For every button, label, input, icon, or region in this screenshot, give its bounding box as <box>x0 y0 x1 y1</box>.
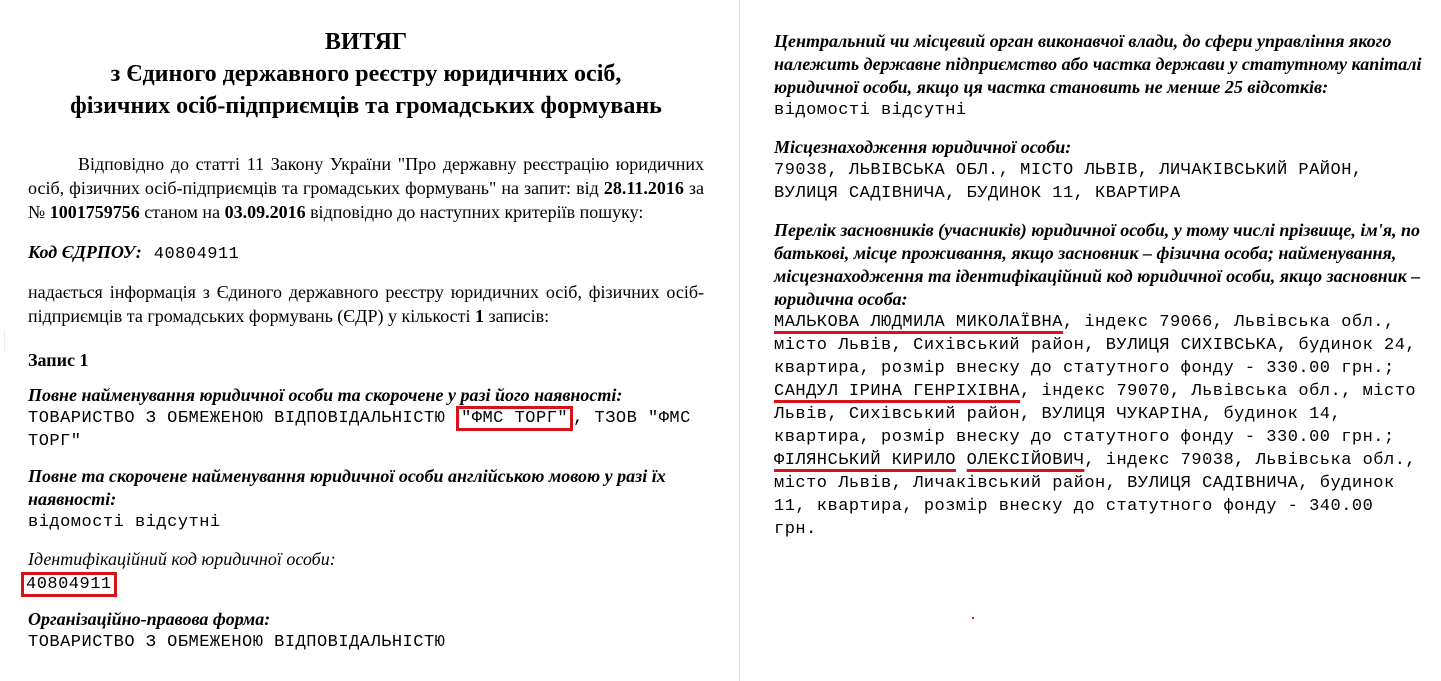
column-divider <box>739 0 740 681</box>
intro-text: Відповідно до статті 11 Закону України "Про державну реєстрацію юридичних осіб, фізичних осіб-підприємців та громадських формувань" на запит: від <box>28 154 704 198</box>
legal-form-label: Організаційно-правова форма: <box>28 609 271 629</box>
english-name-label: Повне та скорочене найменування юридичної особи англійською мовою у разі їх наявності: <box>28 466 666 509</box>
founders-label: Перелік засновників (учасників) юридичної особи, у тому числі прізвище, ім'я, по батькові, місце проживання, якщо засновник – фізична особа; найменування, місцезнаходження та ідентифікаційний код юридичної особи, якщо засновник – юридична особа: <box>774 220 1421 309</box>
provided-text: записів: <box>484 306 550 326</box>
intro-text: відповідно до наступних критеріїв пошуку: <box>305 202 644 222</box>
document-title: ВИТЯГ <box>324 29 408 55</box>
authority-label: Центральний чи місцевий орган виконавчої влади, до сфери управління якого належить державне підприємство або частка держави у статутному капіталі юридичної особи, якщо ця частка становить не менше 25 відсотків: <box>774 31 1422 97</box>
edrpou-label: Код ЄДРПОУ: <box>28 242 142 262</box>
founder-3-details: , індекс 79038, Львівська обл., місто Львів, Личаківський район, ВУЛИЦЯ САДІВНИЧА, будинок 11, квартира <box>774 451 1417 516</box>
id-code-value: 40804911 <box>21 572 117 597</box>
founder-3-name: ОЛЕКСІЙОВИЧ <box>966 451 1085 470</box>
founder-2-name: САНДУЛ ІРИНА ГЕНРІХІВНА <box>774 382 1021 401</box>
left-column <box>28 26 704 654</box>
highlight-box: "ФМС ТОРГ" <box>456 406 573 431</box>
request-date: 28.11.2016 <box>603 178 684 198</box>
english-name-value: відомості відсутні <box>28 513 221 532</box>
document-subtitle-line2: фізичних осіб-підприємців та громадських формувань <box>70 93 662 119</box>
founder-1-details: , індекс 79066, Львівська обл., місто Львів, Сихівський район, ВУЛИЦЯ СИХІВСЬКА, будинок 24, квартира <box>774 313 1417 378</box>
authority-value: відомості відсутні <box>774 101 967 120</box>
founder-1-contribution: , розмір внеску до статутного фонду - 330.00 грн.; <box>859 359 1395 378</box>
status-date: 03.09.2016 <box>224 202 306 222</box>
full-name-text: ТОВАРИСТВО З ОБМЕЖЕНОЮ ВІДПОВІДАЛЬНІСТЮ <box>28 409 457 428</box>
edge-mark <box>0 330 5 352</box>
document-subtitle-line1: з Єдиного державного реєстру юридичних осіб, <box>110 61 622 87</box>
location-value: 79038, ЛЬВІВСЬКА ОБЛ., МІСТО ЛЬВІВ, ЛИЧАКІВСЬКИЙ РАЙОН, ВУЛИЦЯ САДІВНИЧА, БУДИНОК 11, КВАРТИРА <box>774 161 1363 203</box>
id-code-label: Ідентифікаційний код юридичної особи: <box>28 549 336 569</box>
provided-text: надається інформація з Єдиного державного реєстру юридичних осіб, фізичних осіб-підприємців та громадських формувань (ЄДР) у кількості <box>28 282 704 326</box>
full-name-text: , ТЗОВ "ФМС ТОРГ" <box>28 409 691 451</box>
founder-3-name: ФІЛЯНСЬКИЙ КИРИЛО <box>774 451 956 470</box>
edrpou-row <box>28 241 704 266</box>
intro-paragraph <box>28 152 704 224</box>
intro-text: станом на <box>139 202 225 222</box>
founder-3-contribution: , розмір внеску до статутного фонду - 340.00 грн. <box>774 497 1374 539</box>
right-column <box>774 30 1424 541</box>
founders-value <box>774 311 1424 541</box>
record-title: Запис 1 <box>28 350 89 370</box>
id-code-row <box>28 573 704 596</box>
founder-2-details: , індекс 79070, Львівська обл., місто Львів, Сихівський район, ВУЛИЦЯ ЧУКАРІНА, будинок 14, квартира <box>774 382 1417 447</box>
edrpou-value: 40804911 <box>153 245 240 264</box>
legal-form-value: ТОВАРИСТВО З ОБМЕЖЕНОЮ ВІДПОВІДАЛЬНІСТЮ <box>28 633 446 652</box>
provided-paragraph <box>28 280 704 328</box>
location-label: Місцезнаходження юридичної особи: <box>774 137 1072 157</box>
founder-1-name: МАЛЬКОВА ЛЮДМИЛА МИКОЛАЇВНА <box>774 313 1063 332</box>
record-count: 1 <box>475 306 485 326</box>
full-name-value <box>28 407 704 453</box>
request-number: 1001759756 <box>49 202 140 222</box>
founder-2-contribution: , розмір внеску до статутного фонду - 330.00 грн.; <box>859 428 1395 447</box>
intro-text: за № <box>28 178 704 222</box>
full-name-label: Повне найменування юридичної особи та скорочене у разі його наявності: <box>28 385 623 405</box>
stray-mark <box>972 617 974 619</box>
